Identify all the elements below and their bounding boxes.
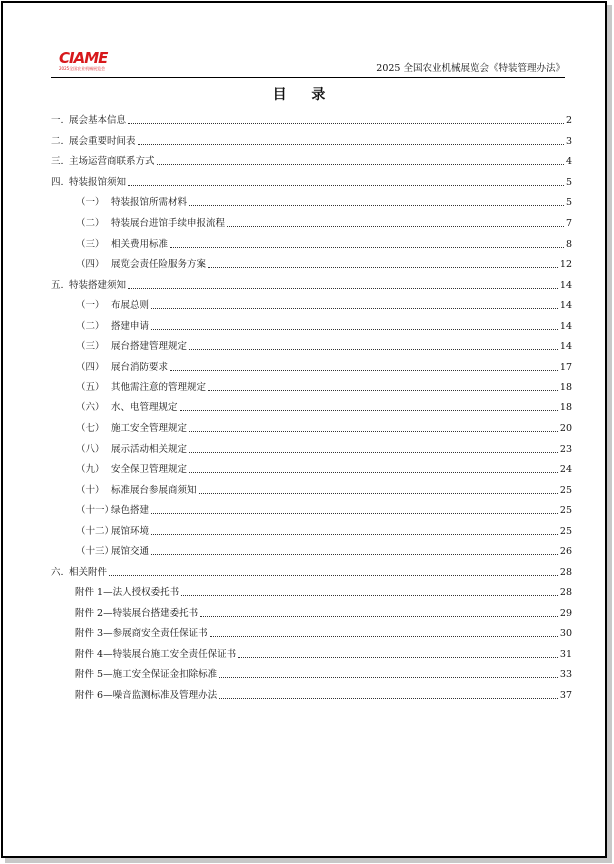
toc-entry[interactable]: [51, 503, 572, 517]
toc-entry[interactable]: [51, 585, 572, 599]
toc-entry-number: （二）: [76, 218, 105, 229]
toc-entry-number: 五.: [51, 279, 64, 291]
toc-leader-dots: [189, 205, 564, 206]
toc-leader-dots: [151, 534, 558, 535]
document-page: [1, 1, 607, 858]
toc-entry[interactable]: [51, 360, 572, 374]
toc-entry[interactable]: [51, 400, 572, 414]
toc-leader-dots: [200, 616, 558, 617]
toc-entry-number: （一）: [76, 300, 105, 311]
toc-entry-title: 附件 5—施工安全保证金扣除标准: [75, 669, 218, 680]
page-shadow-right: [607, 5, 612, 861]
toc-leader-dots: [181, 595, 558, 596]
toc-leader-dots: [151, 329, 558, 330]
toc-leader-dots: [189, 472, 558, 473]
page-shadow-bottom: [5, 858, 612, 863]
toc-leader-dots: [138, 144, 564, 145]
toc-entry-page: 14: [559, 300, 572, 311]
toc-entry[interactable]: [51, 319, 572, 333]
toc-entry-page: 29: [559, 607, 572, 619]
toc-entry-title: 水、电管理规定: [111, 402, 178, 413]
toc-entry-page: 25: [559, 505, 572, 516]
toc-entry-page: 37: [559, 689, 572, 701]
toc-leader-dots: [210, 636, 558, 637]
logo-mark: CIAME: [59, 49, 108, 67]
toc-leader-dots: [170, 247, 564, 248]
toc-entry-page: 28: [559, 587, 572, 598]
toc-entry[interactable]: [51, 667, 572, 681]
toc-entry-title: 附件 2—特装展台搭建委托书: [75, 607, 199, 619]
toc-leader-dots: [219, 677, 558, 678]
toc-leader-dots: [227, 226, 564, 227]
toc-entry-title: 搭建申请: [111, 320, 150, 332]
running-header-title: 2025 全国农业机械展览会《特装管理办法》: [376, 63, 565, 74]
toc-entry-title: 附件 1—法人授权委托书: [75, 587, 180, 598]
toc-entry-title: 展馆交通: [111, 546, 150, 557]
toc-leader-dots: [157, 164, 564, 165]
toc-entry-page: 17: [559, 361, 572, 373]
toc-entry-number: （六）: [76, 402, 105, 413]
toc-entry-title: 特装搭建须知: [69, 279, 127, 291]
toc-entry-page: 25: [559, 525, 572, 537]
toc-entry-title: 附件 3—参展商安全责任保证书: [75, 628, 208, 639]
toc-entry-number: （一）: [76, 197, 105, 208]
toc-entry[interactable]: [51, 647, 572, 661]
toc-leader-dots: [128, 185, 564, 186]
toc-entry[interactable]: [51, 257, 572, 271]
toc-entry[interactable]: [51, 134, 572, 148]
toc-entry-number: （四）: [76, 361, 105, 373]
toc-entry-number: 四.: [51, 176, 64, 188]
toc-entry[interactable]: [51, 339, 572, 353]
toc-entry[interactable]: [51, 688, 572, 702]
toc-entry-page: 31: [559, 648, 572, 660]
toc-leader-dots: [208, 267, 558, 268]
toc-entry-page: 8: [565, 238, 572, 250]
toc-entry-title: 附件 4—特装展台施工安全责任保证书: [75, 648, 237, 660]
toc-entry-page: 20: [559, 423, 572, 434]
toc-entry[interactable]: [51, 442, 572, 456]
toc-entry-number: （十二）: [76, 525, 115, 537]
toc-entry-number: （三）: [76, 238, 105, 250]
toc-entry-page: 12: [559, 259, 572, 270]
toc-leader-dots: [151, 513, 558, 514]
toc-entry-number: 六.: [51, 566, 64, 578]
toc-entry-number: （十一）: [76, 505, 115, 516]
header-rule: [51, 77, 565, 78]
toc-entry-number: （四）: [76, 259, 105, 270]
toc-entry-number: （九）: [76, 464, 105, 475]
toc-heading: 目 录: [272, 87, 336, 103]
toc-entry-number: （五）: [76, 382, 105, 393]
toc-entry-title: 特装展台进馆手续申报流程: [111, 218, 226, 229]
toc-entry-page: 5: [565, 197, 572, 208]
toc-entry-title: 展会重要时间表: [69, 135, 136, 147]
toc-entry-number: （十）: [76, 484, 105, 496]
toc-entry[interactable]: [51, 524, 572, 538]
toc-entry-page: 24: [559, 464, 572, 475]
toc-entry[interactable]: [51, 380, 572, 394]
toc-entry-title: 施工安全管理规定: [111, 423, 188, 434]
toc-entry-page: 18: [559, 382, 572, 393]
toc-entry[interactable]: [51, 626, 572, 640]
toc-leader-dots: [219, 698, 558, 699]
toc-entry-page: 3: [565, 135, 572, 147]
toc-entry-number: 三.: [51, 156, 64, 167]
toc-entry-page: 26: [559, 546, 572, 557]
toc-entry-title: 展台搭建管理规定: [111, 341, 188, 352]
toc-entry-number: （三）: [76, 341, 105, 352]
toc-leader-dots: [208, 390, 558, 391]
toc-entry[interactable]: [51, 565, 572, 579]
toc-entry[interactable]: [51, 154, 572, 168]
toc-entry-title: 展台消防要求: [111, 361, 169, 373]
toc-entry-page: 5: [565, 176, 572, 188]
toc-entry-title: 安全保卫管理规定: [111, 464, 188, 475]
toc-entry-page: 25: [559, 484, 572, 496]
toc-entry-number: （十三）: [76, 546, 115, 557]
toc-entry-page: 2: [565, 115, 572, 126]
toc-entry-title: 布展总则: [111, 300, 150, 311]
toc-entry[interactable]: [51, 113, 572, 127]
toc-entry[interactable]: [51, 462, 572, 476]
toc-entry-title: 附件 6—噪音监测标准及管理办法: [75, 689, 218, 701]
toc-entry[interactable]: [51, 195, 572, 209]
toc-entry-number: 一.: [51, 115, 64, 126]
toc-entry[interactable]: [51, 483, 572, 497]
toc-leader-dots: [238, 657, 558, 658]
toc-entry-page: 14: [559, 341, 572, 352]
toc-entry[interactable]: [51, 216, 572, 230]
toc-entry-title: 特装报馆须知: [69, 176, 127, 188]
toc-entry-title: 展会基本信息: [69, 115, 127, 126]
toc-leader-dots: [128, 288, 558, 289]
toc-entry-title: 展示活动相关规定: [111, 443, 188, 455]
toc-entry-title: 相关附件: [69, 566, 108, 578]
toc-entry-number: 二.: [51, 135, 64, 147]
toc-entry-page: 33: [559, 669, 572, 680]
toc-leader-dots: [151, 308, 558, 309]
ciame-logo: [59, 50, 107, 74]
toc-entry-number: （七）: [76, 423, 105, 434]
toc-leader-dots: [109, 575, 558, 576]
toc-entry[interactable]: [51, 278, 572, 292]
toc-entry[interactable]: [51, 298, 572, 312]
toc-leader-dots: [189, 452, 558, 453]
toc-entry-page: 4: [565, 156, 572, 167]
toc-entry-page: 14: [559, 279, 572, 291]
toc-entry-number: （八）: [76, 443, 105, 455]
toc-entry-title: 特装报馆所需材料: [111, 197, 188, 208]
toc-leader-dots: [128, 123, 564, 124]
toc-entry[interactable]: [51, 544, 572, 558]
toc-entry-page: 23: [559, 443, 572, 455]
toc-entry-page: 7: [565, 218, 572, 229]
toc-entry-title: 展览会责任险服务方案: [111, 259, 207, 270]
toc-leader-dots: [151, 554, 558, 555]
toc-entry-title: 主场运营商联系方式: [69, 156, 155, 167]
toc-leader-dots: [199, 493, 558, 494]
logo-tagline: 2025全国农业机械展览会: [59, 66, 106, 71]
toc-entry-title: 相关费用标准: [111, 238, 169, 250]
toc-entry[interactable]: [51, 237, 572, 251]
toc-entry-title: 其他需注意的管理规定: [111, 382, 207, 393]
toc-entry-page: 14: [559, 320, 572, 332]
toc-entry-title: 标准展台参展商须知: [111, 484, 197, 496]
toc-leader-dots: [180, 410, 558, 411]
toc-entry-page: 18: [559, 402, 572, 413]
toc-leader-dots: [189, 431, 558, 432]
toc-entry-page: 28: [559, 566, 572, 578]
toc-entry-number: （二）: [76, 320, 105, 332]
toc-entry[interactable]: [51, 606, 572, 620]
toc-leader-dots: [189, 349, 558, 350]
toc-entry[interactable]: [51, 175, 572, 189]
toc-leader-dots: [170, 370, 558, 371]
toc-entry[interactable]: [51, 421, 572, 435]
toc-entry-title: 绿色搭建: [111, 505, 150, 516]
toc-entry-title: 展馆环境: [111, 525, 150, 537]
toc-entry-page: 30: [559, 628, 572, 639]
